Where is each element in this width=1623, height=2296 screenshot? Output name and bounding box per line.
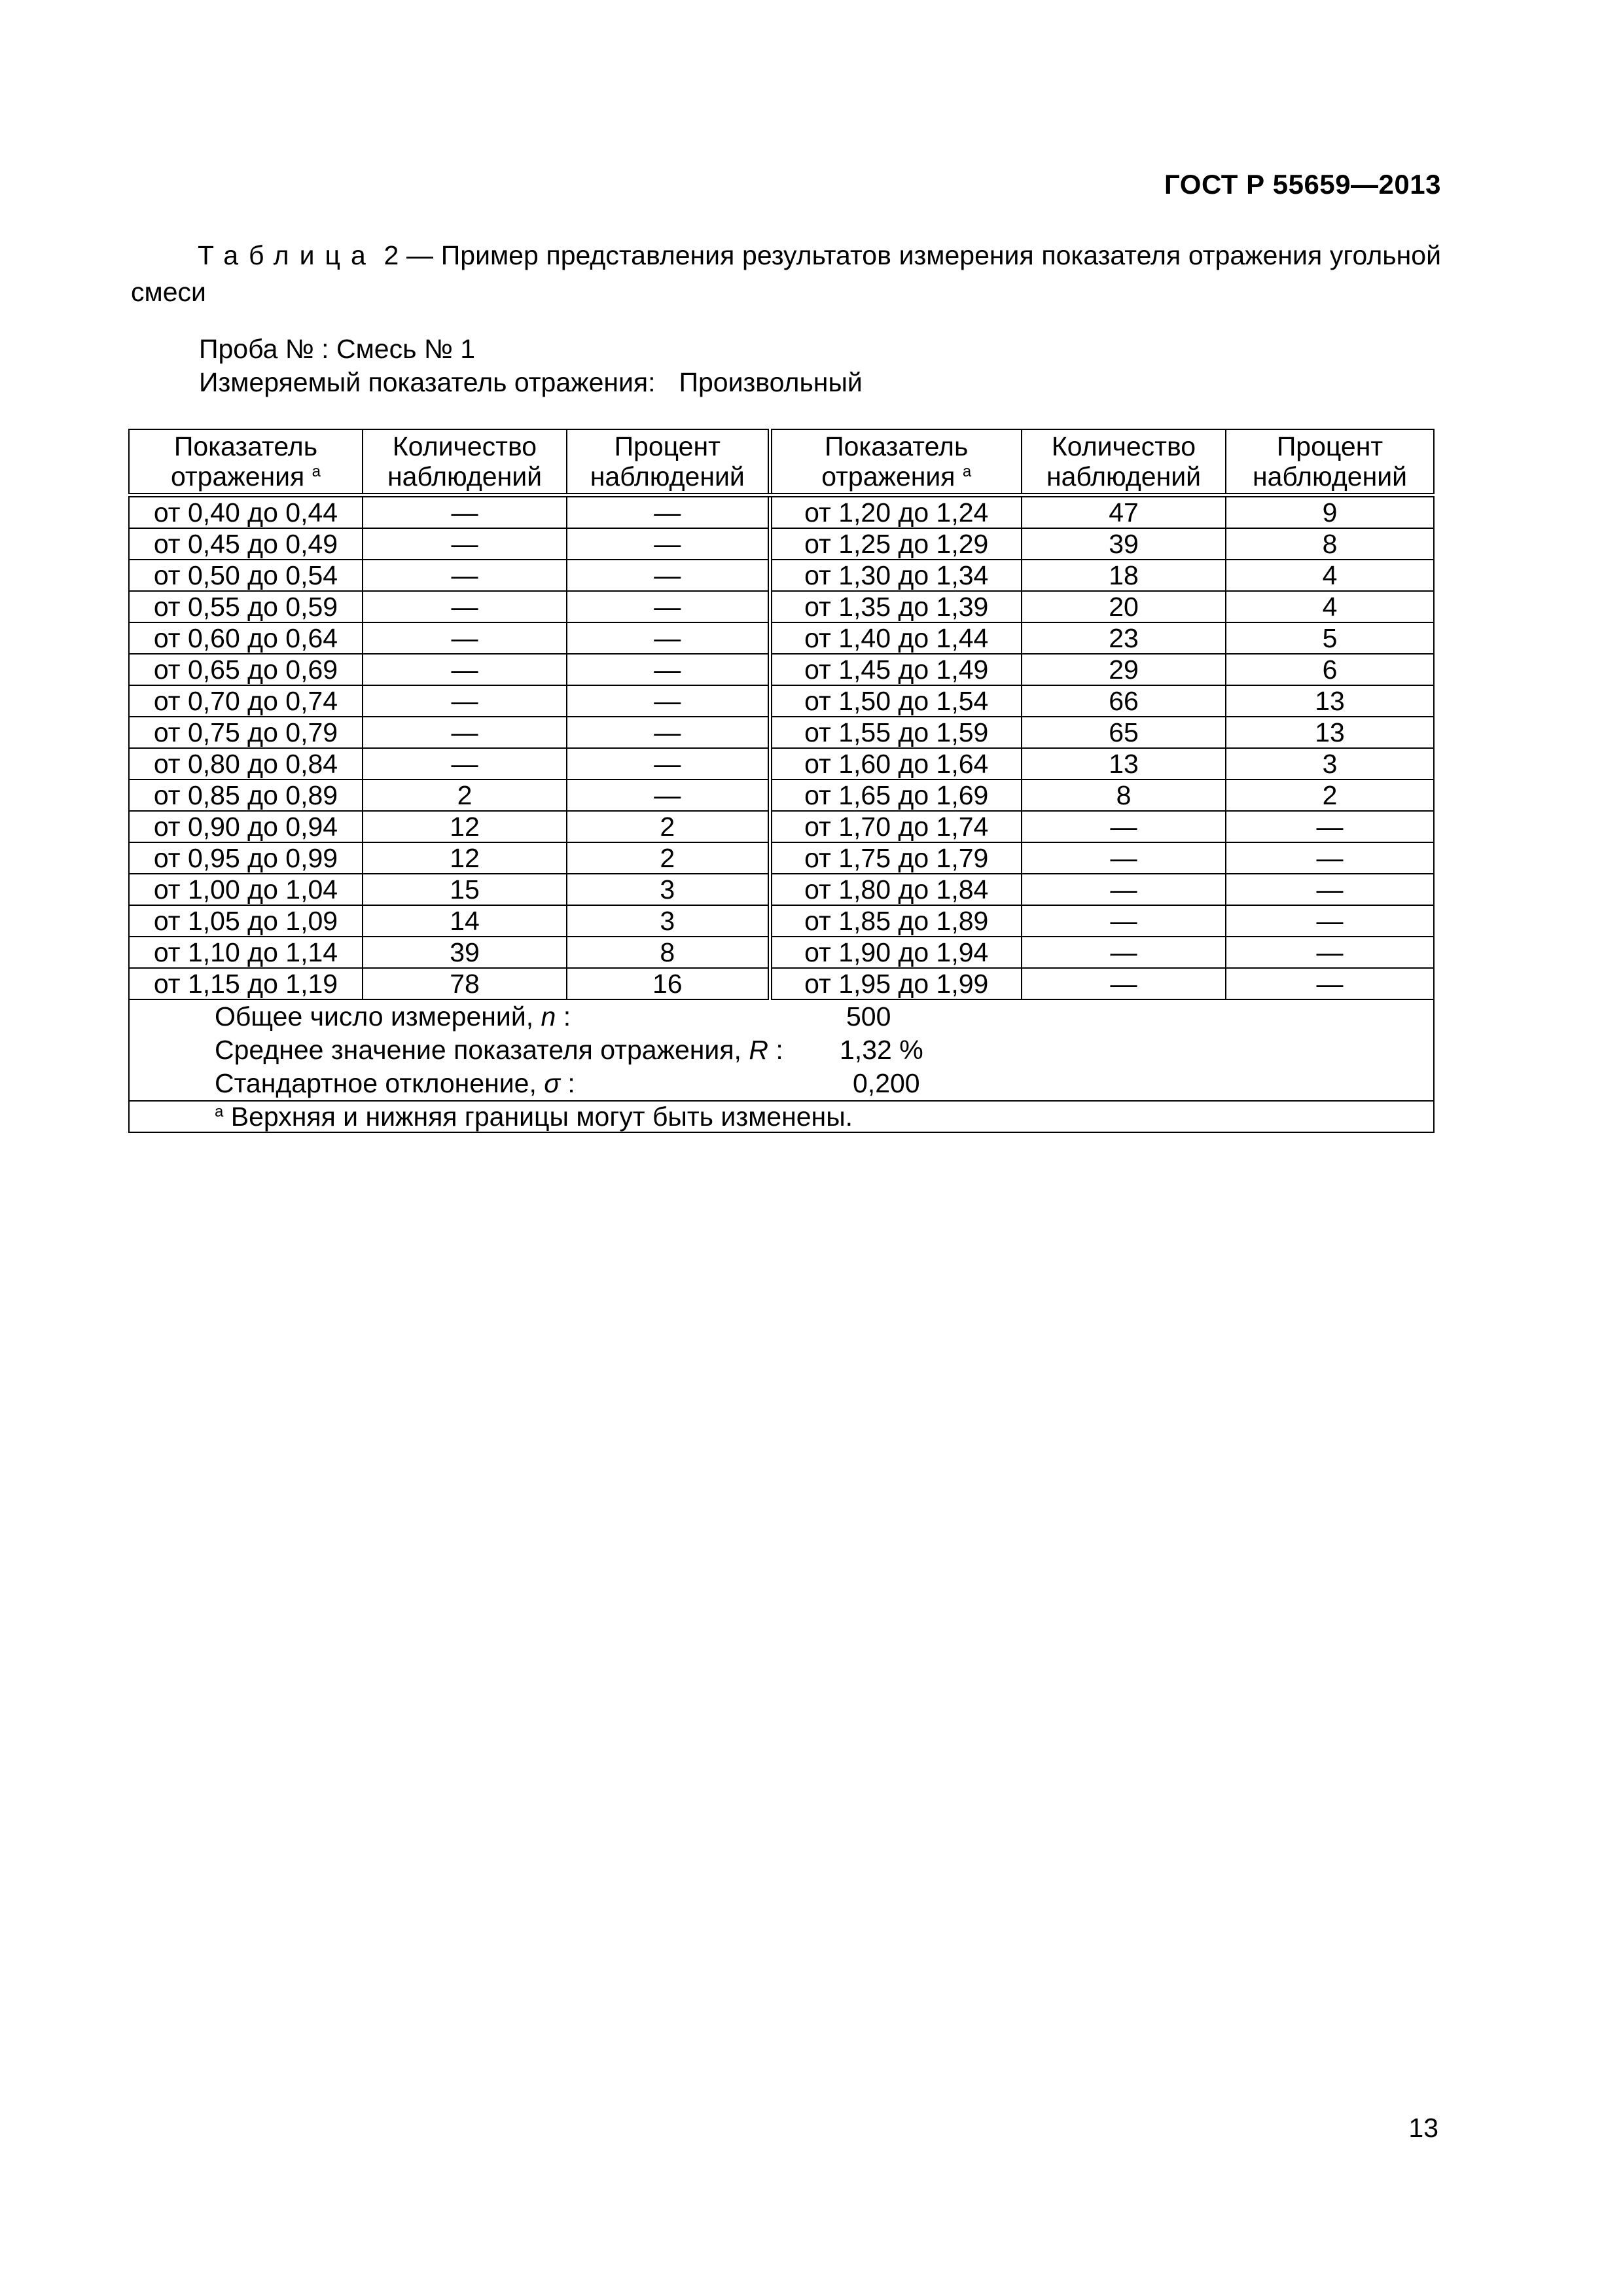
table-row <box>129 528 1434 560</box>
std-deviation-line: Стандартное отклонение, σ : 0,200 <box>215 1067 1433 1100</box>
count-right-cell: 23 <box>1022 622 1226 654</box>
count-right-cell: 29 <box>1022 654 1226 685</box>
mean-value: 1,32 % <box>840 1035 923 1065</box>
count-left-cell: — <box>363 685 567 717</box>
range-left-cell: от 0,85 до 0,89 <box>129 780 363 811</box>
count-left-cell: 12 <box>363 842 567 874</box>
range-right-cell: от 1,25 до 1,29 <box>770 528 1022 560</box>
range-left-cell: от 0,70 до 0,74 <box>129 685 363 717</box>
count-left-cell: 78 <box>363 968 567 999</box>
table-row <box>129 495 1434 529</box>
count-right-cell: 47 <box>1022 495 1226 529</box>
table-row <box>129 591 1434 622</box>
table-row <box>129 874 1434 905</box>
percent-left-cell: 3 <box>567 874 770 905</box>
range-right-cell: от 1,40 до 1,44 <box>770 622 1022 654</box>
count-right-cell: — <box>1022 874 1226 905</box>
range-right-cell: от 1,95 до 1,99 <box>770 968 1022 999</box>
percent-right-cell: 13 <box>1226 717 1434 748</box>
range-left-cell: от 0,45 до 0,49 <box>129 528 363 560</box>
footnote-marker: а <box>312 463 321 480</box>
percent-right-cell: — <box>1226 937 1434 968</box>
count-left-cell: 15 <box>363 874 567 905</box>
caption-label: Таблица <box>198 240 376 270</box>
percent-left-cell: — <box>567 528 770 560</box>
percent-right-cell: — <box>1226 811 1434 842</box>
header-percent-left: Процент наблюдений <box>567 429 770 495</box>
percent-left-cell: — <box>567 780 770 811</box>
total-value: 500 <box>846 1001 891 1031</box>
sample-label: Проба № : Смесь № 1 <box>199 334 475 364</box>
range-right-cell: от 1,90 до 1,94 <box>770 937 1022 968</box>
percent-right-cell: 3 <box>1226 748 1434 780</box>
range-left-cell: от 1,10 до 1,14 <box>129 937 363 968</box>
count-left-cell: — <box>363 748 567 780</box>
std-value: 0,200 <box>853 1068 920 1098</box>
percent-left-cell: — <box>567 654 770 685</box>
summary-row <box>129 999 1434 1101</box>
count-left-cell: — <box>363 717 567 748</box>
range-left-cell: от 0,50 до 0,54 <box>129 560 363 591</box>
count-left-cell: 2 <box>363 780 567 811</box>
count-left-cell: — <box>363 654 567 685</box>
count-right-cell: — <box>1022 905 1226 937</box>
table-row <box>129 780 1434 811</box>
count-left-cell: — <box>363 591 567 622</box>
table-row <box>129 842 1434 874</box>
mean-label: Среднее значение показателя отражения, <box>215 1035 741 1065</box>
count-right-cell: — <box>1022 811 1226 842</box>
range-right-cell: от 1,60 до 1,64 <box>770 748 1022 780</box>
footnote-mark: а <box>215 1103 224 1121</box>
count-left-cell: — <box>363 495 567 529</box>
std-var: σ <box>544 1068 561 1098</box>
sample-info <box>199 332 863 399</box>
range-left-cell: от 1,15 до 1,19 <box>129 968 363 999</box>
table-row <box>129 654 1434 685</box>
percent-left-cell: — <box>567 560 770 591</box>
page-number: 13 <box>1408 2113 1438 2143</box>
range-right-cell: от 1,45 до 1,49 <box>770 654 1022 685</box>
range-left-cell: от 0,80 до 0,84 <box>129 748 363 780</box>
range-right-cell: от 1,30 до 1,34 <box>770 560 1022 591</box>
mean-var: R <box>749 1035 768 1065</box>
range-left-cell: от 0,60 до 0,64 <box>129 622 363 654</box>
caption-text: 2 — Пример представления результатов измерения показателя отражения угольной смеси <box>131 240 1441 307</box>
percent-right-cell: 2 <box>1226 780 1434 811</box>
count-left-cell: 12 <box>363 811 567 842</box>
percent-left-cell: — <box>567 591 770 622</box>
table-row <box>129 905 1434 937</box>
document-code: ГОСТ Р 55659—2013 <box>1164 169 1441 200</box>
range-right-cell: от 1,55 до 1,59 <box>770 717 1022 748</box>
table-row <box>129 968 1434 999</box>
count-left-cell: — <box>363 622 567 654</box>
count-left-cell: — <box>363 528 567 560</box>
count-right-cell: 65 <box>1022 717 1226 748</box>
range-right-cell: от 1,85 до 1,89 <box>770 905 1022 937</box>
table-row <box>129 622 1434 654</box>
range-right-cell: от 1,65 до 1,69 <box>770 780 1022 811</box>
range-right-cell: от 1,75 до 1,79 <box>770 842 1022 874</box>
table-caption <box>131 237 1441 310</box>
summary-cell <box>129 999 1434 1101</box>
count-right-cell: 66 <box>1022 685 1226 717</box>
percent-right-cell: 9 <box>1226 495 1434 529</box>
table-header-row <box>129 429 1434 495</box>
range-left-cell: от 1,05 до 1,09 <box>129 905 363 937</box>
percent-right-cell: — <box>1226 905 1434 937</box>
percent-left-cell: 2 <box>567 811 770 842</box>
percent-right-cell: 5 <box>1226 622 1434 654</box>
count-right-cell: 20 <box>1022 591 1226 622</box>
count-right-cell: — <box>1022 937 1226 968</box>
header-count-right: Количество наблюдений <box>1022 429 1226 495</box>
range-left-cell: от 0,65 до 0,69 <box>129 654 363 685</box>
percent-left-cell: 16 <box>567 968 770 999</box>
count-right-cell: 18 <box>1022 560 1226 591</box>
count-left-cell: 39 <box>363 937 567 968</box>
table-row <box>129 748 1434 780</box>
header-count-left: Количество наблюдений <box>363 429 567 495</box>
footnote-text: Верхняя и нижняя границы могут быть изменены. <box>223 1102 853 1132</box>
range-left-cell: от 0,40 до 0,44 <box>129 495 363 529</box>
header-percent-right: Процент наблюдений <box>1226 429 1434 495</box>
count-left-cell: — <box>363 560 567 591</box>
percent-left-cell: — <box>567 685 770 717</box>
measured-index-line <box>199 366 863 399</box>
table-row <box>129 560 1434 591</box>
count-right-cell: 39 <box>1022 528 1226 560</box>
percent-left-cell: — <box>567 717 770 748</box>
percent-left-cell: 2 <box>567 842 770 874</box>
range-left-cell: от 0,75 до 0,79 <box>129 717 363 748</box>
table-row <box>129 685 1434 717</box>
range-right-cell: от 1,35 до 1,39 <box>770 591 1022 622</box>
footnote-marker: а <box>962 463 972 480</box>
range-right-cell: от 1,20 до 1,24 <box>770 495 1022 529</box>
percent-left-cell: 3 <box>567 905 770 937</box>
count-right-cell: — <box>1022 842 1226 874</box>
std-label: Стандартное отклонение, <box>215 1068 537 1098</box>
header-reflectance-left: Показатель отражения $^а$ <box>129 429 363 495</box>
percent-right-cell: — <box>1226 842 1434 874</box>
range-right-cell: от 1,70 до 1,74 <box>770 811 1022 842</box>
count-right-cell: 8 <box>1022 780 1226 811</box>
percent-right-cell: 4 <box>1226 560 1434 591</box>
total-label: Общее число измерений, <box>215 1001 534 1031</box>
footnote-row <box>129 1101 1434 1132</box>
table-row <box>129 937 1434 968</box>
percent-right-cell: 4 <box>1226 591 1434 622</box>
percent-right-cell: 6 <box>1226 654 1434 685</box>
measured-index-value: Произвольный <box>679 367 863 397</box>
reflectance-table <box>128 429 1435 1133</box>
footnote-cell <box>129 1101 1434 1132</box>
mean-reflectance-line: Среднее значение показателя отражения, R : 1,32 % <box>215 1033 1433 1067</box>
percent-left-cell: 8 <box>567 937 770 968</box>
range-left-cell: от 0,55 до 0,59 <box>129 591 363 622</box>
total-measurements-line: Общее число измерений, n : 500 <box>215 1000 1433 1033</box>
range-left-cell: от 0,90 до 0,94 <box>129 811 363 842</box>
percent-left-cell: — <box>567 748 770 780</box>
table-row <box>129 811 1434 842</box>
count-right-cell: — <box>1022 968 1226 999</box>
header-reflectance-right: Показатель отражения $^а$ <box>770 429 1022 495</box>
percent-right-cell: — <box>1226 968 1434 999</box>
percent-left-cell: — <box>567 622 770 654</box>
range-right-cell: от 1,50 до 1,54 <box>770 685 1022 717</box>
percent-left-cell: — <box>567 495 770 529</box>
range-left-cell: от 0,95 до 0,99 <box>129 842 363 874</box>
percent-right-cell: 8 <box>1226 528 1434 560</box>
percent-right-cell: — <box>1226 874 1434 905</box>
total-var: n <box>541 1001 556 1031</box>
range-right-cell: от 1,80 до 1,84 <box>770 874 1022 905</box>
percent-right-cell: 13 <box>1226 685 1434 717</box>
count-left-cell: 14 <box>363 905 567 937</box>
table-row <box>129 717 1434 748</box>
count-right-cell: 13 <box>1022 748 1226 780</box>
measured-index-label: Измеряемый показатель отражения: <box>199 367 656 397</box>
range-left-cell: от 1,00 до 1,04 <box>129 874 363 905</box>
